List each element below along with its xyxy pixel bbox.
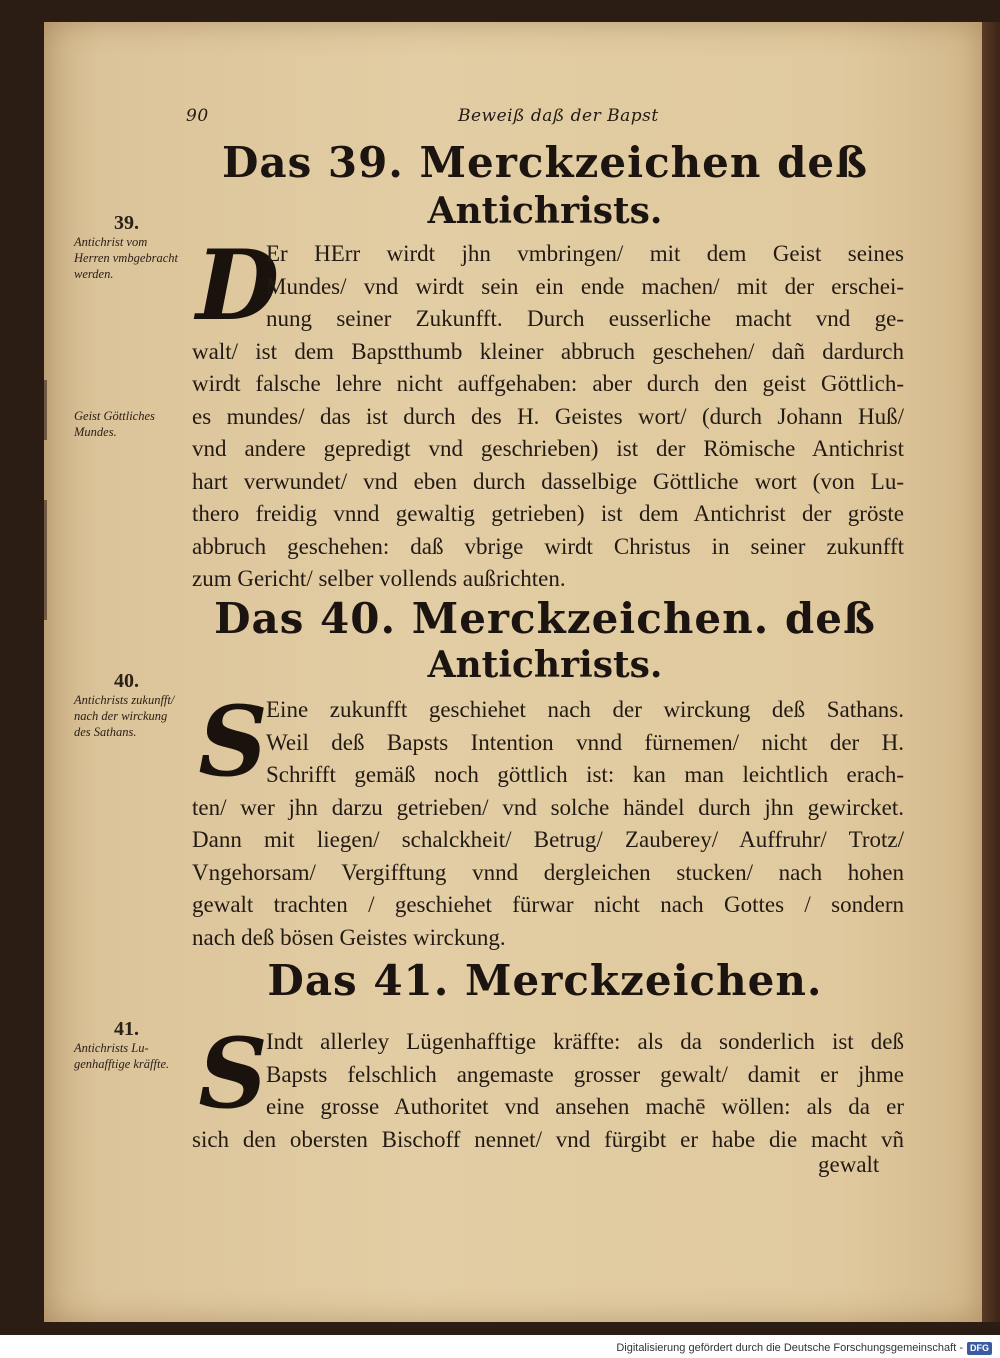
text-line: Weil deß Bapsts Intention vnnd fürnemen/ nicht der H.: [266, 729, 904, 755]
text-line: Mundes/ vnd wirdt sein ein ende machen/ mit der erschei-: [266, 273, 904, 299]
text-line: nach deß bösen Geistes wirckung.: [192, 924, 506, 950]
text-line: walt/ ist dem Bapstthumb kleiner abbruch geschehen/ dañ dardurch: [192, 338, 904, 364]
margin-text: Antichrists Lugenhafftige kräffte.: [74, 1041, 170, 1071]
text-line: Eine zukunfft geschiehet nach der wirckung deß Sathans.: [266, 697, 904, 722]
drop-initial: S: [198, 685, 268, 798]
text-line: abbruch geschehen: daß vbrige wirdt Christus in seiner zukunfft: [192, 533, 904, 559]
margin-mark: [44, 500, 47, 620]
text-line: wirdt falsche lehre nicht auffgehaben: aber durch den geist Göttlich-: [192, 371, 904, 396]
text-line: thero freidig vnnd gewaltig getrieben) ist dem Antichrist der gröste: [192, 501, 904, 526]
margin-note: [74, 1018, 186, 1072]
text-line: Indt allerley Lügenhafftige kräffte: als da sonderlich ist deß: [266, 1029, 904, 1054]
drop-initial: D: [196, 229, 280, 342]
margin-number: 40.: [114, 670, 139, 692]
text-line: Schrifft gemäß noch göttlich ist: kan man leichtlich erach-: [266, 762, 904, 787]
text-line: Er HErr wirdt jhn vmbringen/ mit dem Geist seines: [266, 241, 904, 266]
text-line: vnd andere gepredigt vnd geschrieben) ist der Römische Antichrist: [192, 436, 904, 461]
section-heading: Das 40. Merckzeichen. deß: [214, 594, 876, 643]
text-line: Dann mit liegen/ schalckheit/ Betrug/ Zauberey/ Auffruhr/ Trotz/: [192, 827, 904, 852]
page-number: 90: [186, 106, 209, 126]
text-line: es mundes/ das ist durch des H. Geistes wort/ (durch Johann Huß/: [192, 403, 904, 429]
margin-note: [74, 408, 186, 440]
footer: [616, 1341, 992, 1355]
margin-note: [74, 212, 186, 282]
margin-number: 41.: [114, 1018, 139, 1040]
text-line: sich den obersten Bischoff nennet/ vnd fürgibt er habe die macht vñ: [192, 1126, 904, 1152]
text-line: zum Gericht/ selber vollends außrichten.: [192, 566, 566, 591]
footer-text: Digitalisierung gefördert durch die Deutsche Forschungsgemeinschaft -: [616, 1342, 963, 1354]
text-line: eine grosse Authoritet vnd ansehen machē wöllen: als da er: [266, 1094, 904, 1119]
text-line: Bapsts felschlich angemaste grosser gewalt/ damit er jhme: [266, 1061, 904, 1087]
text-line: nung seiner Zukunfft. Durch eusserliche macht vnd ge-: [266, 306, 904, 331]
dfg-logo: DFG: [967, 1342, 992, 1355]
paragraph-40: [192, 685, 904, 954]
section-heading: Das 39. Merckzeichen deß: [221, 138, 869, 187]
text-line: gewalt trachten / geschiehet fürwar nicht nach Gottes / sondern: [192, 892, 904, 917]
section-subheading: Antichrists.: [427, 190, 663, 232]
margin-text: Geist Göttliches Mundes.: [74, 409, 155, 439]
margin-note: [74, 670, 186, 740]
text-line: Vngehorsam/ Vergifftung vnnd dergleichen stucken/ nach hohen: [192, 859, 904, 885]
running-head: Beweiß daß der Bapst: [458, 106, 659, 126]
text-line: hart verwundet/ vnd eben durch dasselbige Göttliche wort (von Lu-: [192, 468, 904, 494]
drop-initial: S: [198, 1017, 268, 1130]
paragraph-39: [192, 229, 904, 596]
section-subheading: Antichrists.: [427, 644, 663, 686]
catchword: gewalt: [818, 1152, 880, 1177]
margin-text: Antichrists zukunfft/ nach der wirckung des Sathans.: [74, 693, 175, 739]
text-line: ten/ wer jhn darzu getrieben/ vnd solche händel durch jhn gewircket.: [192, 794, 904, 820]
paragraph-41: [192, 1017, 904, 1156]
margin-text: Antichrist vom Herren vmbgebracht werden.: [74, 235, 179, 281]
page-edge: [982, 22, 1000, 1322]
section-heading: Das 41. Merckzeichen.: [267, 956, 823, 1005]
margin-number: 39.: [114, 212, 139, 234]
margin-mark: [44, 380, 47, 440]
